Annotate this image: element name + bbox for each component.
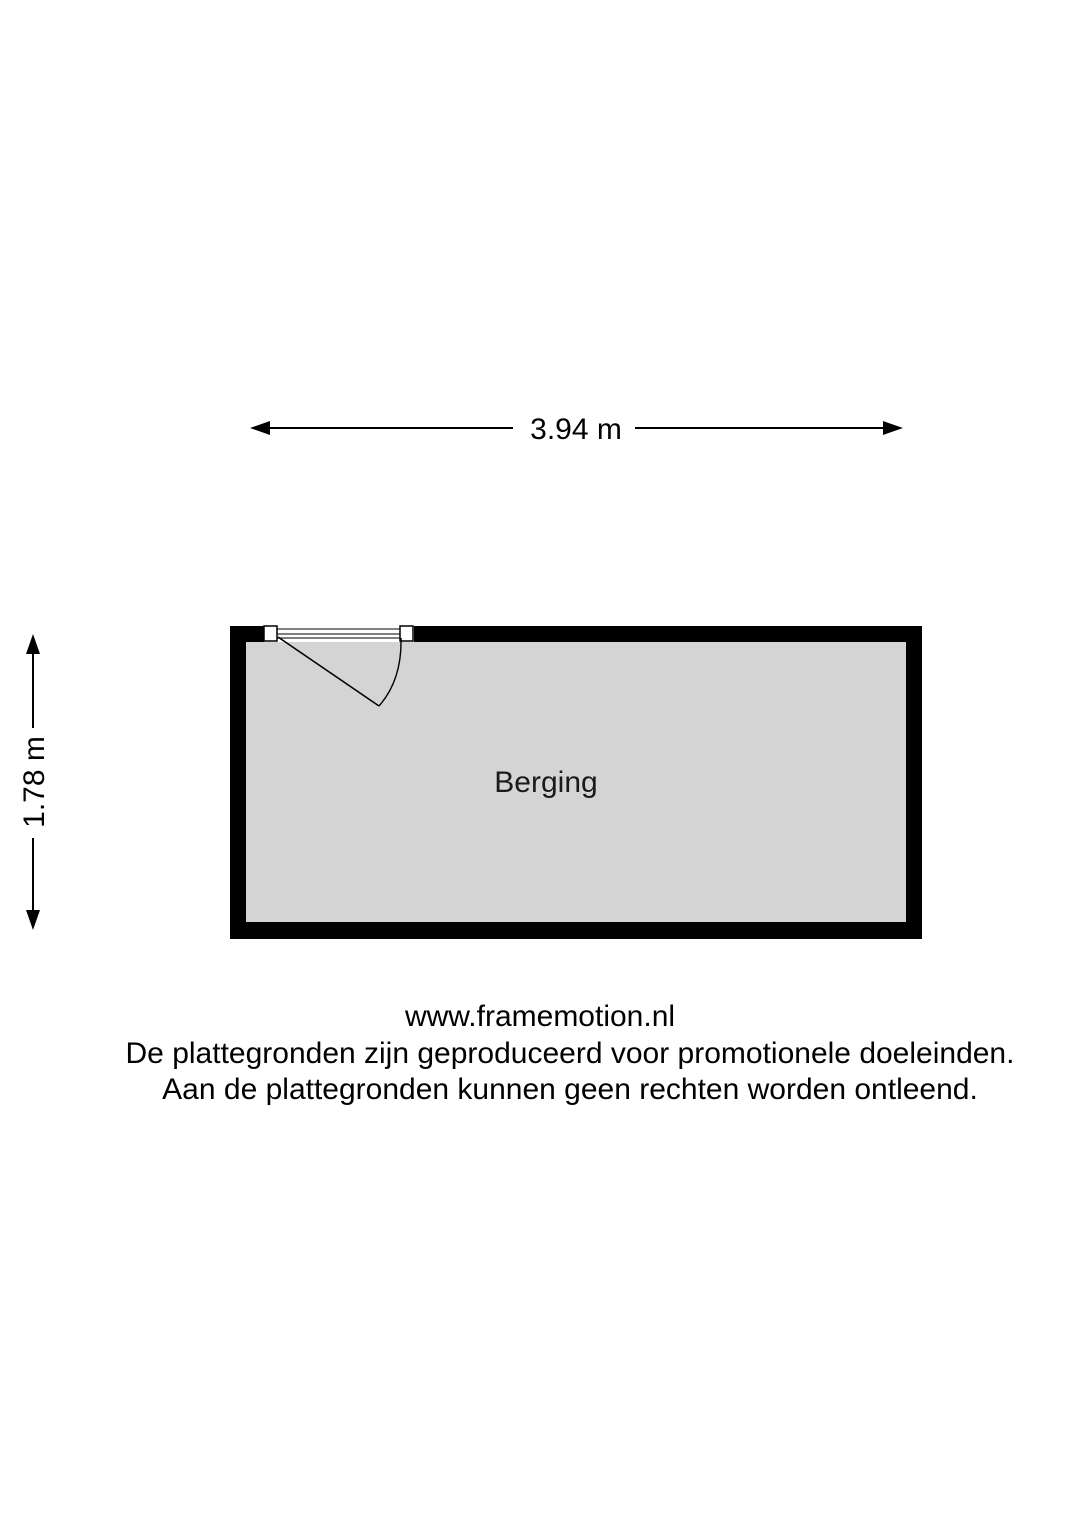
footer-url: www.framemotion.nl xyxy=(404,1000,676,1033)
width-arrowhead-left xyxy=(250,421,270,435)
width-dimension-label: 3.94 m xyxy=(530,413,622,446)
room-label: Berging xyxy=(494,766,598,799)
height-dimension xyxy=(18,634,51,930)
footer-disclaimer-line1: De plattegronden zijn geproduceerd voor promotionele doeleinden. xyxy=(125,1037,1015,1070)
footer-disclaimer-line2: Aan de plattegronden kunnen geen rechten worden ontleend. xyxy=(162,1073,978,1106)
door-jamb-left xyxy=(264,626,277,641)
height-dimension-label: 1.78 m xyxy=(18,736,51,828)
height-arrowhead-top xyxy=(26,634,40,654)
width-dimension xyxy=(250,413,903,446)
height-arrowhead-bottom xyxy=(26,910,40,930)
room-berging xyxy=(230,626,922,939)
door-jamb-right xyxy=(400,626,413,641)
width-arrowhead-right xyxy=(883,421,903,435)
